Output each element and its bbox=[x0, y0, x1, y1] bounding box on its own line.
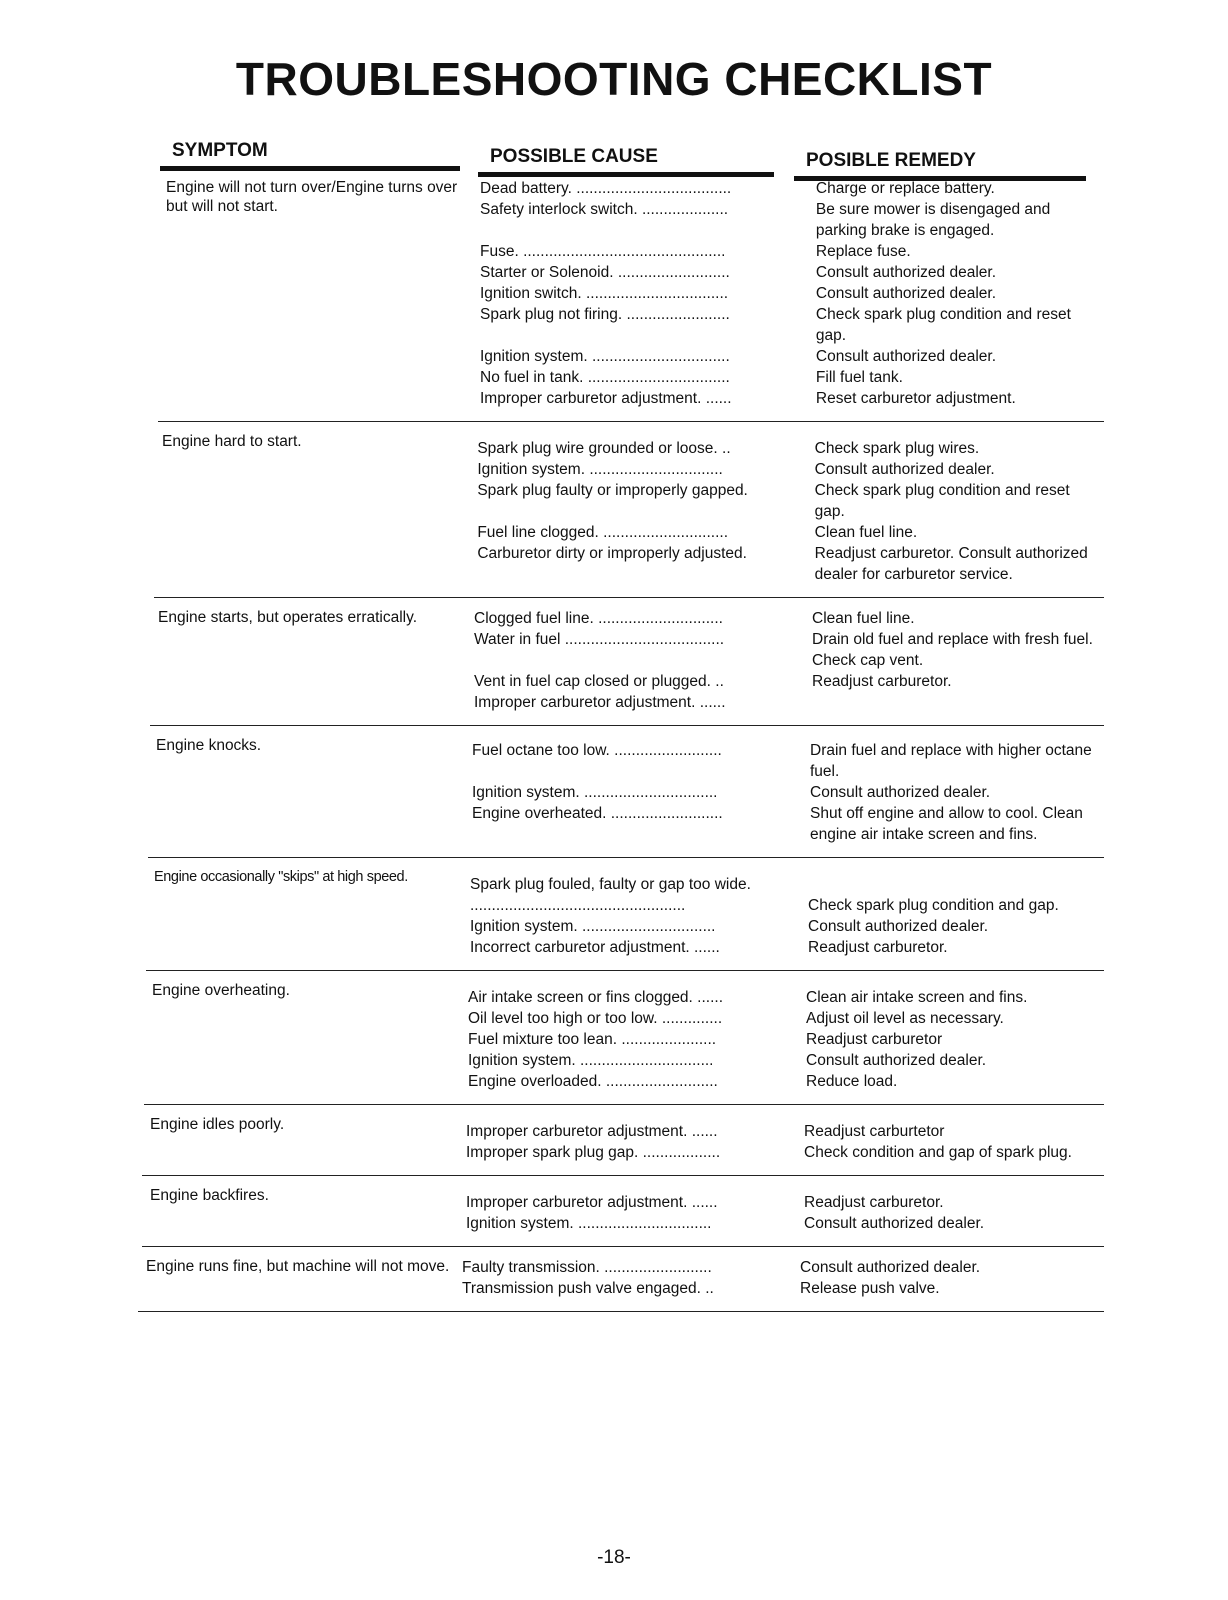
symptom-cell: Engine starts, but operates erratically. bbox=[158, 609, 418, 626]
checklist-row bbox=[158, 176, 1104, 422]
remedy-item: Consult authorized dealer. bbox=[800, 1259, 981, 1276]
cause-item: Spark plug wire grounded or loose. .. bbox=[477, 440, 731, 457]
remedy-cell bbox=[784, 1115, 1094, 1163]
remedy-item: Readjust carburetor bbox=[806, 1031, 943, 1048]
remedy-item: Clean air intake screen and fins. bbox=[806, 989, 1028, 1006]
symptom-cell: Engine will not turn over/Engine turns over but will not start. bbox=[166, 179, 458, 215]
remedy-item: Drain fuel and replace with higher octane fuel. bbox=[810, 742, 1092, 780]
cause-cell bbox=[466, 868, 788, 958]
remedy-cell bbox=[788, 868, 1098, 958]
remedy-item: Consult authorized dealer. bbox=[814, 461, 995, 478]
symptom-cell: Engine hard to start. bbox=[162, 433, 302, 450]
remedy-item: Charge or replace battery. bbox=[815, 180, 995, 197]
symptom-cell: Engine occasionally "skips" at high speed. bbox=[154, 869, 408, 885]
cause-item: Incorrect carburetor adjustment. ...... bbox=[470, 939, 720, 956]
cause-header-label: POSSIBLE CAUSE bbox=[490, 146, 658, 167]
cause-item: Ignition system. ............................... bbox=[466, 1215, 712, 1232]
checklist-row bbox=[148, 734, 1104, 858]
cause-item: Improper carburetor adjustment. ...... bbox=[466, 1123, 718, 1140]
remedy-item: Consult authorized dealer. bbox=[815, 348, 996, 365]
symptom-header-label: SYMPTOM bbox=[172, 140, 268, 161]
remedy-item: Check spark plug condition and gap. bbox=[808, 897, 1059, 914]
cause-item: Improper carburetor adjustment. ...... bbox=[480, 390, 732, 407]
symptom-header bbox=[172, 140, 268, 162]
cause-item: Fuel mixture too lean. ...................... bbox=[468, 1031, 717, 1048]
remedy-item: Replace fuse. bbox=[815, 243, 911, 260]
cause-cell bbox=[470, 608, 792, 713]
remedy-cell bbox=[790, 736, 1100, 845]
remedy-item: Reduce load. bbox=[806, 1073, 898, 1090]
cause-item: Ignition system. ............................... bbox=[472, 784, 718, 801]
remedy-cell bbox=[780, 1257, 1090, 1299]
remedy-item: Drain old fuel and replace with fresh fuel. bbox=[812, 631, 1093, 648]
cause-item: Transmission push valve engaged. .. bbox=[462, 1280, 714, 1297]
checklist-row bbox=[138, 1255, 1104, 1312]
checklist-row bbox=[146, 866, 1104, 971]
remedy-item: Consult authorized dealer. bbox=[806, 1052, 987, 1069]
cause-item: Improper carburetor adjustment. ...... bbox=[466, 1194, 718, 1211]
checklist-row bbox=[150, 606, 1104, 726]
cause-cell bbox=[458, 1257, 780, 1299]
remedy-item: Readjust carburetor. bbox=[808, 939, 948, 956]
remedy-item: Fill fuel tank. bbox=[815, 369, 903, 386]
remedy-item: Clean fuel line. bbox=[812, 610, 915, 627]
cause-header bbox=[490, 146, 658, 168]
remedy-item: Readjust carburtetor bbox=[804, 1123, 945, 1140]
cause-item: No fuel in tank. ................................. bbox=[480, 369, 730, 386]
remedy-item: Consult authorized dealer. bbox=[815, 285, 996, 302]
cause-item: Ignition system. ................................ bbox=[480, 348, 730, 365]
remedy-header-label: POSIBLE REMEDY bbox=[806, 150, 976, 171]
remedy-cell bbox=[795, 432, 1104, 585]
cause-cell bbox=[464, 981, 786, 1092]
cause-item: Spark plug not firing. ........................ bbox=[480, 306, 730, 323]
remedy-item: Check spark plug condition and reset gap. bbox=[814, 482, 1070, 520]
symptom-cell: Engine knocks. bbox=[156, 737, 262, 754]
remedy-item: Consult authorized dealer. bbox=[810, 784, 991, 801]
cause-item: Ignition system. ............................... bbox=[470, 918, 716, 935]
cause-item: Air intake screen or fins clogged. ...... bbox=[468, 989, 724, 1006]
remedy-item: Check spark plug wires. bbox=[814, 440, 980, 457]
cause-item: Starter or Solenoid. .......................... bbox=[480, 264, 730, 281]
cause-item: Spark plug faulty or improperly gapped. bbox=[477, 482, 748, 499]
cause-cell bbox=[462, 1186, 784, 1234]
checklist-row bbox=[154, 430, 1104, 598]
page-title: TROUBLESHOOTING CHECKLIST bbox=[235, 53, 993, 105]
cause-item: Engine overloaded. .......................... bbox=[468, 1073, 718, 1090]
remedy-item: Check cap vent. bbox=[812, 652, 924, 669]
checklist-table bbox=[142, 176, 1104, 1320]
remedy-cell bbox=[786, 981, 1096, 1092]
checklist-row bbox=[142, 1184, 1104, 1247]
remedy-item: Check spark plug condition and reset gap. bbox=[815, 306, 1071, 344]
cause-item: Engine overheated. .......................... bbox=[472, 805, 723, 822]
checklist-row bbox=[142, 1113, 1104, 1176]
cause-item: Improper carburetor adjustment. ...... bbox=[474, 694, 726, 711]
cause-item: Fuse. ............................................... bbox=[480, 243, 726, 260]
cause-item: Ignition switch. ................................. bbox=[480, 285, 729, 302]
remedy-item: Adjust oil level as necessary. bbox=[806, 1010, 1004, 1027]
cause-item: Water in fuel ..................................... bbox=[474, 631, 725, 648]
symptom-cell: Engine overheating. bbox=[152, 982, 290, 999]
remedy-item: Check condition and gap of spark plug. bbox=[804, 1144, 1072, 1161]
symptom-cell: Engine idles poorly. bbox=[150, 1116, 285, 1133]
remedy-item: Clean fuel line. bbox=[814, 524, 918, 541]
remedy-item: Reset carburetor adjustment. bbox=[815, 390, 1016, 407]
remedy-cell bbox=[792, 608, 1102, 713]
remedy-item: Readjust carburetor. Consult authorized dealer for carburetor service. bbox=[814, 545, 1088, 583]
remedy-item: Shut off engine and allow to cool. Clean engine air intake screen and fins. bbox=[810, 805, 1083, 843]
remedy-item: Consult authorized dealer. bbox=[815, 264, 996, 281]
cause-item: Ignition system. ............................... bbox=[468, 1052, 714, 1069]
cause-item: Oil level too high or too low. .............. bbox=[468, 1010, 723, 1027]
cause-cell bbox=[462, 1115, 784, 1163]
cause-item: Clogged fuel line. ............................. bbox=[474, 610, 723, 627]
cause-item: Dead battery. .................................... bbox=[480, 180, 732, 197]
remedy-item: Release push valve. bbox=[800, 1280, 940, 1297]
remedy-item: Consult authorized dealer. bbox=[808, 918, 989, 935]
cause-item: Spark plug fouled, faulty or gap too wide. .................................................. bbox=[470, 876, 751, 914]
cause-cell bbox=[468, 736, 790, 845]
remedy-item: Readjust carburetor. bbox=[812, 673, 952, 690]
cause-item: Ignition system. ............................... bbox=[477, 461, 723, 478]
remedy-item: Readjust carburetor. bbox=[804, 1194, 944, 1211]
remedy-cell bbox=[784, 1186, 1094, 1234]
cause-item: Fuel line clogged. ............................. bbox=[477, 524, 729, 541]
remedy-header bbox=[806, 150, 976, 172]
cause-item: Safety interlock switch. .................... bbox=[480, 201, 729, 218]
cause-cell bbox=[476, 178, 796, 409]
cause-item: Fuel octane too low. ......................... bbox=[472, 742, 722, 759]
cause-cell bbox=[473, 432, 794, 585]
checklist-row bbox=[144, 979, 1104, 1105]
page-number: -18- bbox=[597, 1547, 631, 1568]
cause-item: Faulty transmission. ......................... bbox=[462, 1259, 712, 1276]
cause-item: Carburetor dirty or improperly adjusted. bbox=[477, 545, 747, 562]
symptom-cell: Engine backfires. bbox=[150, 1187, 269, 1204]
remedy-cell bbox=[796, 178, 1104, 409]
cause-item: Improper spark plug gap. .................. bbox=[466, 1144, 721, 1161]
remedy-item: Be sure mower is disengaged and parking brake is engaged. bbox=[815, 201, 1051, 239]
remedy-item: Consult authorized dealer. bbox=[804, 1215, 985, 1232]
cause-item: Vent in fuel cap closed or plugged. .. bbox=[474, 673, 724, 690]
symptom-header-rule bbox=[160, 166, 460, 171]
symptom-cell: Engine runs fine, but machine will not move. bbox=[146, 1258, 450, 1275]
